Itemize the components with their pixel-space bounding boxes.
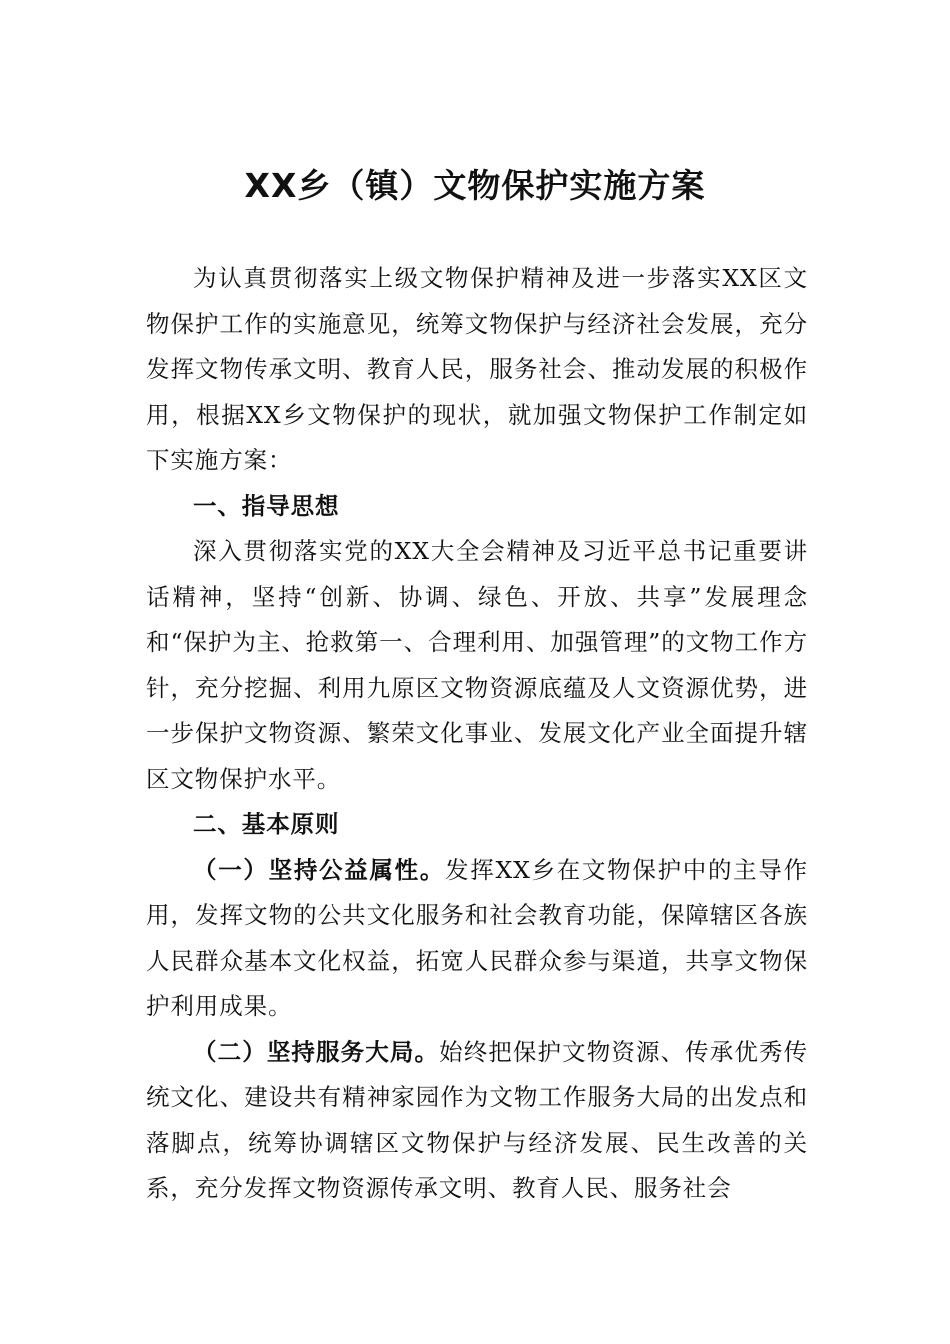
intro-paragraph: 为认真贯彻落实上级文物保护精神及进一步落实XX区文物保护工作的实施意见，统筹文物保护与经济社会发展，充分发挥文物传承文明、教育人民，服务社会、推动发展的积极作用，根据XX乡文物保护的现状，就加强文物保护工作制定如下实施方案： [146,264,808,474]
principle-item-2 [146,1030,808,1212]
section-heading-basic-principles: 二、基本原则 [193,810,340,838]
document-body [146,256,808,1212]
section-heading-guiding-ideology: 一、指导思想 [193,491,340,520]
principle-item-2-body: 始终把保护文物资源、传承优秀传统文化、建设共有精神家园作为文物工作服务大局的出发点和落脚点，统筹协调辖区文物保护与经济发展、民生改善的关系，充分发挥文物资源传承文明、教育人民、服务社会 [146,1037,809,1202]
principle-item-1-body: 发挥XX乡在文物保护中的主导作用，发挥文物的公共文化服务和社会教育功能，保障辖区各族人民群众基本文化权益，拓宽人民群众参与渠道，共享文物保护利用成果。 [146,855,808,1020]
principle-item-1 [146,848,808,1030]
principle-item-2-lead: （二）坚持服务大局。 [193,1037,440,1066]
principle-item-1-lead: （一）坚持公益属性。 [193,855,446,884]
guiding-ideology-paragraph: 深入贯彻落实党的XX大全会精神及习近平总书记重要讲话精神，坚持“创新、协调、绿色、开放、共享”发展理念和“保护为主、抢救第一、合理利用、加强管理”的文物工作方针，充分挖掘、利用九原区文物资源底蕴及人文资源优势，进一步保护文物资源、繁荣文化事业、发展文化产业全面提升辖区文物保护水平。 [146,537,808,793]
document-title: XX乡（镇）文物保护实施方案 [244,166,706,205]
